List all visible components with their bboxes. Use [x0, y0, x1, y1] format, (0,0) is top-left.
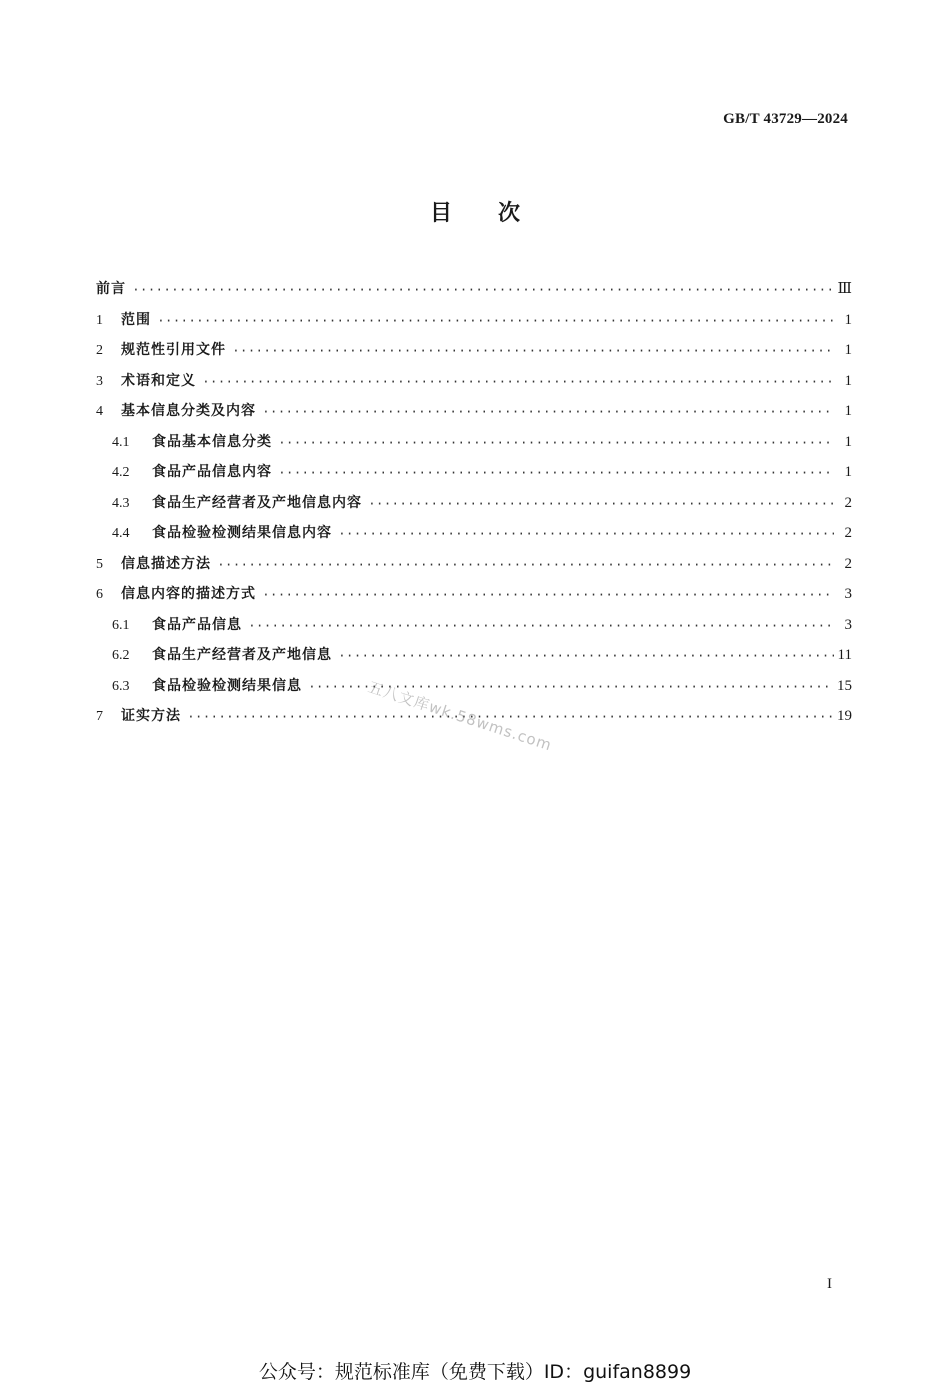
- dot-leader: [248, 611, 834, 642]
- toc-entry-page: 15: [837, 677, 852, 694]
- toc-entry-4-4[interactable]: [96, 518, 852, 549]
- toc-entry-number: 4.4: [112, 526, 130, 541]
- toc-entry-page: 11: [837, 647, 852, 663]
- toc-entry-number: 6.1: [112, 617, 130, 633]
- dot-leader: [278, 458, 834, 489]
- standard-code: GB/T 43729—2024: [723, 111, 848, 127]
- toc-entry-label: 食品生产经营者及产地信息: [152, 647, 332, 663]
- toc-entry-number: 4: [96, 404, 103, 419]
- toc-entry-number: 7: [96, 709, 103, 724]
- toc-entry-number: 6: [96, 587, 103, 602]
- toc-entry-number: 4.1: [112, 434, 130, 450]
- toc-entry-6-3[interactable]: [96, 671, 852, 702]
- toc-entry-number: 2: [96, 343, 103, 358]
- toc-entry-normative-references[interactable]: [96, 335, 852, 366]
- toc-entry-number: 4.2: [112, 465, 130, 480]
- dot-leader: [157, 306, 834, 337]
- toc-entry-label: 基本信息分类及内容: [121, 403, 256, 419]
- toc-entry-page: 19: [837, 708, 852, 724]
- footer-note: 公众号：规范标准库（免费下载）ID：guifan8899: [258, 1361, 692, 1383]
- toc-entry-4-3[interactable]: [96, 488, 852, 519]
- toc-entry-foreword[interactable]: [96, 274, 852, 305]
- toc-entry-label: 术语和定义: [121, 372, 196, 389]
- toc-entry-description-style[interactable]: [96, 579, 852, 610]
- toc-entry-label: 信息内容的描述方式: [121, 586, 256, 602]
- toc-entry-label: 食品检验检测结果信息: [152, 677, 302, 694]
- toc-entry-4-2[interactable]: [96, 457, 852, 488]
- toc-entry-page: 1: [844, 342, 852, 358]
- toc-entry-number: 4.3: [112, 495, 130, 511]
- dot-leader: [338, 519, 834, 550]
- toc-entry-label: 食品生产经营者及产地信息内容: [152, 494, 362, 511]
- toc-entry-description-method[interactable]: [96, 549, 852, 580]
- toc-entry-number: 3: [96, 373, 103, 389]
- toc-entry-page: 2: [844, 525, 852, 541]
- dot-leader: [338, 641, 834, 672]
- dot-leader: [217, 550, 834, 581]
- toc-entry-label: 食品产品信息: [152, 616, 242, 633]
- toc-entry-6-1[interactable]: [96, 610, 852, 641]
- toc-entry-page: 1: [844, 403, 852, 419]
- dot-leader: [232, 336, 834, 367]
- toc-entry-label: 食品检验检测结果信息内容: [152, 525, 332, 541]
- toc-entry-6-2[interactable]: [96, 640, 852, 671]
- toc-entry-label: 食品产品信息内容: [152, 464, 272, 480]
- dot-leader: [132, 275, 834, 306]
- toc-entry-label: 范围: [121, 311, 151, 328]
- toc-entry-label: 规范性引用文件: [121, 342, 226, 358]
- toc-entry-basic-info[interactable]: [96, 396, 852, 427]
- toc-entry-page: 3: [844, 586, 852, 602]
- toc-entry-number: 1: [96, 312, 103, 328]
- toc-entry-page: 1: [844, 433, 852, 450]
- toc-entry-label: 证实方法: [121, 708, 181, 724]
- toc-entry-number: 5: [96, 556, 103, 572]
- toc-entry-page: 1: [844, 372, 852, 389]
- toc-entry-label: 前言: [96, 281, 126, 297]
- toc-entry-scope[interactable]: [96, 305, 852, 336]
- toc-entry-4-1[interactable]: [96, 427, 852, 458]
- dot-leader: [278, 428, 834, 459]
- dot-leader: [262, 580, 834, 611]
- toc-entry-number: 6.2: [112, 648, 130, 663]
- toc-entry-terms[interactable]: [96, 366, 852, 397]
- page-title: 目次: [429, 201, 566, 226]
- watermark: 五八文库wk.58wms.com: [365, 677, 555, 755]
- toc-entry-page: Ⅲ: [837, 281, 852, 297]
- toc-entry-page: 2: [844, 555, 852, 572]
- dot-leader: [202, 367, 834, 398]
- toc-entry-page: 3: [844, 616, 852, 633]
- page-number: I: [827, 1276, 832, 1292]
- dot-leader: [368, 489, 834, 520]
- toc-entry-label: 信息描述方法: [121, 555, 211, 572]
- toc-entry-page: 2: [844, 494, 852, 511]
- toc-entry-page: 1: [844, 464, 852, 480]
- toc-entry-label: 食品基本信息分类: [152, 433, 272, 450]
- toc-entry-page: 1: [844, 311, 852, 328]
- table-of-contents: [96, 274, 852, 732]
- toc-entry-number: 6.3: [112, 678, 130, 694]
- dot-leader: [262, 397, 834, 428]
